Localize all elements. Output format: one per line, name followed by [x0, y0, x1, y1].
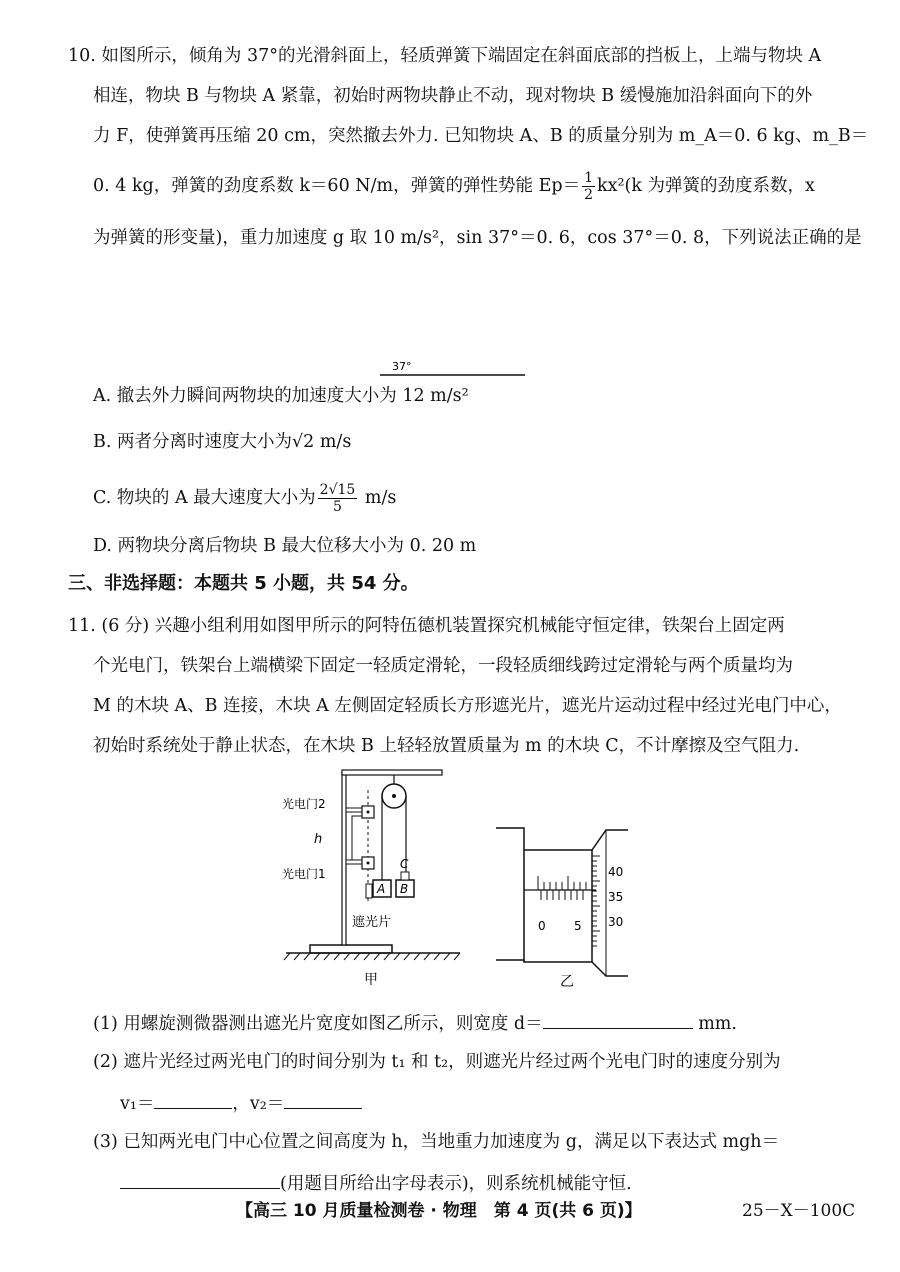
- v1-label: v₁＝: [120, 1094, 155, 1114]
- v2-label: ，v₂＝: [232, 1094, 285, 1114]
- q11-part-1-unit: mm.: [698, 1014, 737, 1034]
- stand-base: [310, 945, 392, 953]
- gate2-label: 光电门2: [282, 797, 326, 811]
- q10-line-5: 为弹簧的形变量)，重力加速度 g 取 10 m/s²，sin 37°＝0. 6，cos 37°＝0. 8，下列说法正确的是: [93, 228, 862, 248]
- shutter: [366, 884, 372, 898]
- q11-part-3: (3) 已知两光电门中心位置之间高度为 h，当地重力加速度为 g，满足以下表达式 mgh＝: [93, 1132, 780, 1152]
- option-d: D. 两物块分离后物块 B 最大位移大小为 0. 20 m: [93, 536, 477, 556]
- q11-line-3: M 的木块 A、B 连接，木块 A 左侧固定轻质长方形遮光片，遮光片运动过程中经过光电门中心，: [93, 696, 842, 716]
- micrometer-frame: [496, 828, 592, 962]
- option-c: [93, 482, 396, 515]
- q10-line-4-text-2: kx²(k 为弹簧的劲度系数，x: [597, 176, 815, 196]
- fraction-denominator: 5: [333, 499, 342, 515]
- gate1-arm: [346, 860, 362, 864]
- angle-label: 37°: [392, 360, 412, 373]
- ground-hatch: [284, 953, 460, 960]
- atwood-machine-figure: [282, 760, 472, 992]
- section-heading: 三、非选择题：本题共 5 小题，共 54 分。: [68, 573, 419, 594]
- option-c-text: C. 物块的 A 最大速度大小为: [93, 488, 316, 508]
- gate2-arm: [346, 808, 362, 812]
- gate1-center: [367, 862, 370, 865]
- block-c: [401, 872, 409, 880]
- q10-line-4-text: 0. 4 kg，弹簧的劲度系数 k＝60 N/m，弹簧的弹性势能 Ep＝: [93, 176, 581, 196]
- sleeve-ticks: [538, 876, 586, 900]
- fraction-numerator: 2√15: [319, 482, 356, 498]
- fraction-numerator: 1: [584, 170, 594, 186]
- gate2-center: [367, 811, 370, 814]
- thimble-bottom: [592, 962, 628, 976]
- answer-blank-mgh[interactable]: [120, 1170, 280, 1189]
- block-c-label: C: [400, 857, 409, 871]
- q11-part-2: (2) 遮片光经过两光电门的时间分别为 t₁ 和 t₂，则遮光片经过两个光电门时的速度分别为: [93, 1052, 781, 1072]
- paper-code: 25－X－100C: [742, 1201, 856, 1221]
- q10-line-3: 力 F，使弹簧再压缩 20 cm，突然撤去外力. 已知物块 A、B 的质量分别为 m_A＝0. 6 kg、m_B＝: [93, 126, 869, 146]
- page-footer-title: 【高三 10 月质量检测卷 · 物理 第 4 页(共 6 页)】: [236, 1201, 642, 1221]
- half-fraction: [582, 170, 595, 203]
- q11-part-2-answers: [120, 1090, 362, 1116]
- q10-line-4: [93, 170, 815, 203]
- option-b: B. 两者分离时速度大小为√2 m/s: [93, 432, 352, 452]
- figure-jia-caption: 甲: [364, 972, 378, 988]
- answer-blank-v2[interactable]: [284, 1090, 362, 1109]
- thimble-top: [592, 830, 628, 850]
- gate1-label: 光电门1: [282, 867, 326, 881]
- q11-line-2: 个光电门，铁架台上端横梁下固定一轻质定滑轮，一段轻质细线跨过定滑轮与两个质量均为: [93, 656, 793, 676]
- option-c-fraction: [318, 482, 358, 515]
- fraction-denominator: 2: [584, 187, 594, 203]
- thimble-label-35: 35: [608, 890, 624, 904]
- q11-part-3-line-2: [120, 1170, 632, 1196]
- h-label: h: [314, 832, 323, 847]
- q11-line-4: 初始时系统处于静止状态，在木块 B 上轻轻放置质量为 m 的木块 C，不计摩擦及空气阻力.: [93, 736, 800, 756]
- shutter-label: 遮光片: [352, 915, 392, 930]
- thimble-ticks: [592, 856, 600, 946]
- option-c-unit: m/s: [364, 488, 397, 508]
- incline-figure: [360, 355, 540, 385]
- h-bracket: [352, 816, 362, 860]
- stand-post: [342, 772, 346, 945]
- sleeve-label-5: 5: [574, 919, 582, 933]
- pulley-axle: [392, 794, 396, 798]
- thimble-label-30: 30: [608, 915, 624, 929]
- q10-line-2: 相连，物块 B 与物块 A 紧靠，初始时两物块静止不动，现对物块 B 缓慢施加沿斜面向下的外: [93, 86, 813, 106]
- q11-part-1-text: (1) 用螺旋测微器测出遮光片宽度如图乙所示，则宽度 d＝: [93, 1014, 543, 1034]
- q10-line-1: 10. 如图所示，倾角为 37°的光滑斜面上，轻质弹簧下端固定在斜面底部的挡板上，上端与物块 A: [68, 46, 822, 66]
- q11-line-1: 11. (6 分) 兴趣小组利用如图甲所示的阿特伍德机装置探究机械能守恒定律，铁架台上固定两: [68, 616, 785, 636]
- micrometer-figure: [488, 820, 638, 992]
- stand-beam: [342, 770, 442, 775]
- option-a: A. 撤去外力瞬间两物块的加速度大小为 12 m/s²: [93, 386, 469, 406]
- block-b-label: B: [400, 882, 409, 896]
- thimble-label-40: 40: [608, 865, 624, 879]
- q11-part-1: [93, 1010, 737, 1036]
- sleeve-label-0: 0: [538, 919, 546, 933]
- answer-blank-v1[interactable]: [154, 1090, 232, 1109]
- answer-blank-d[interactable]: [543, 1010, 693, 1029]
- q11-part-3-text: (用题目所给出字母表示)，则系统机械能守恒.: [280, 1174, 632, 1194]
- block-a-label: A: [377, 882, 386, 896]
- figure-yi-caption: 乙: [560, 974, 574, 990]
